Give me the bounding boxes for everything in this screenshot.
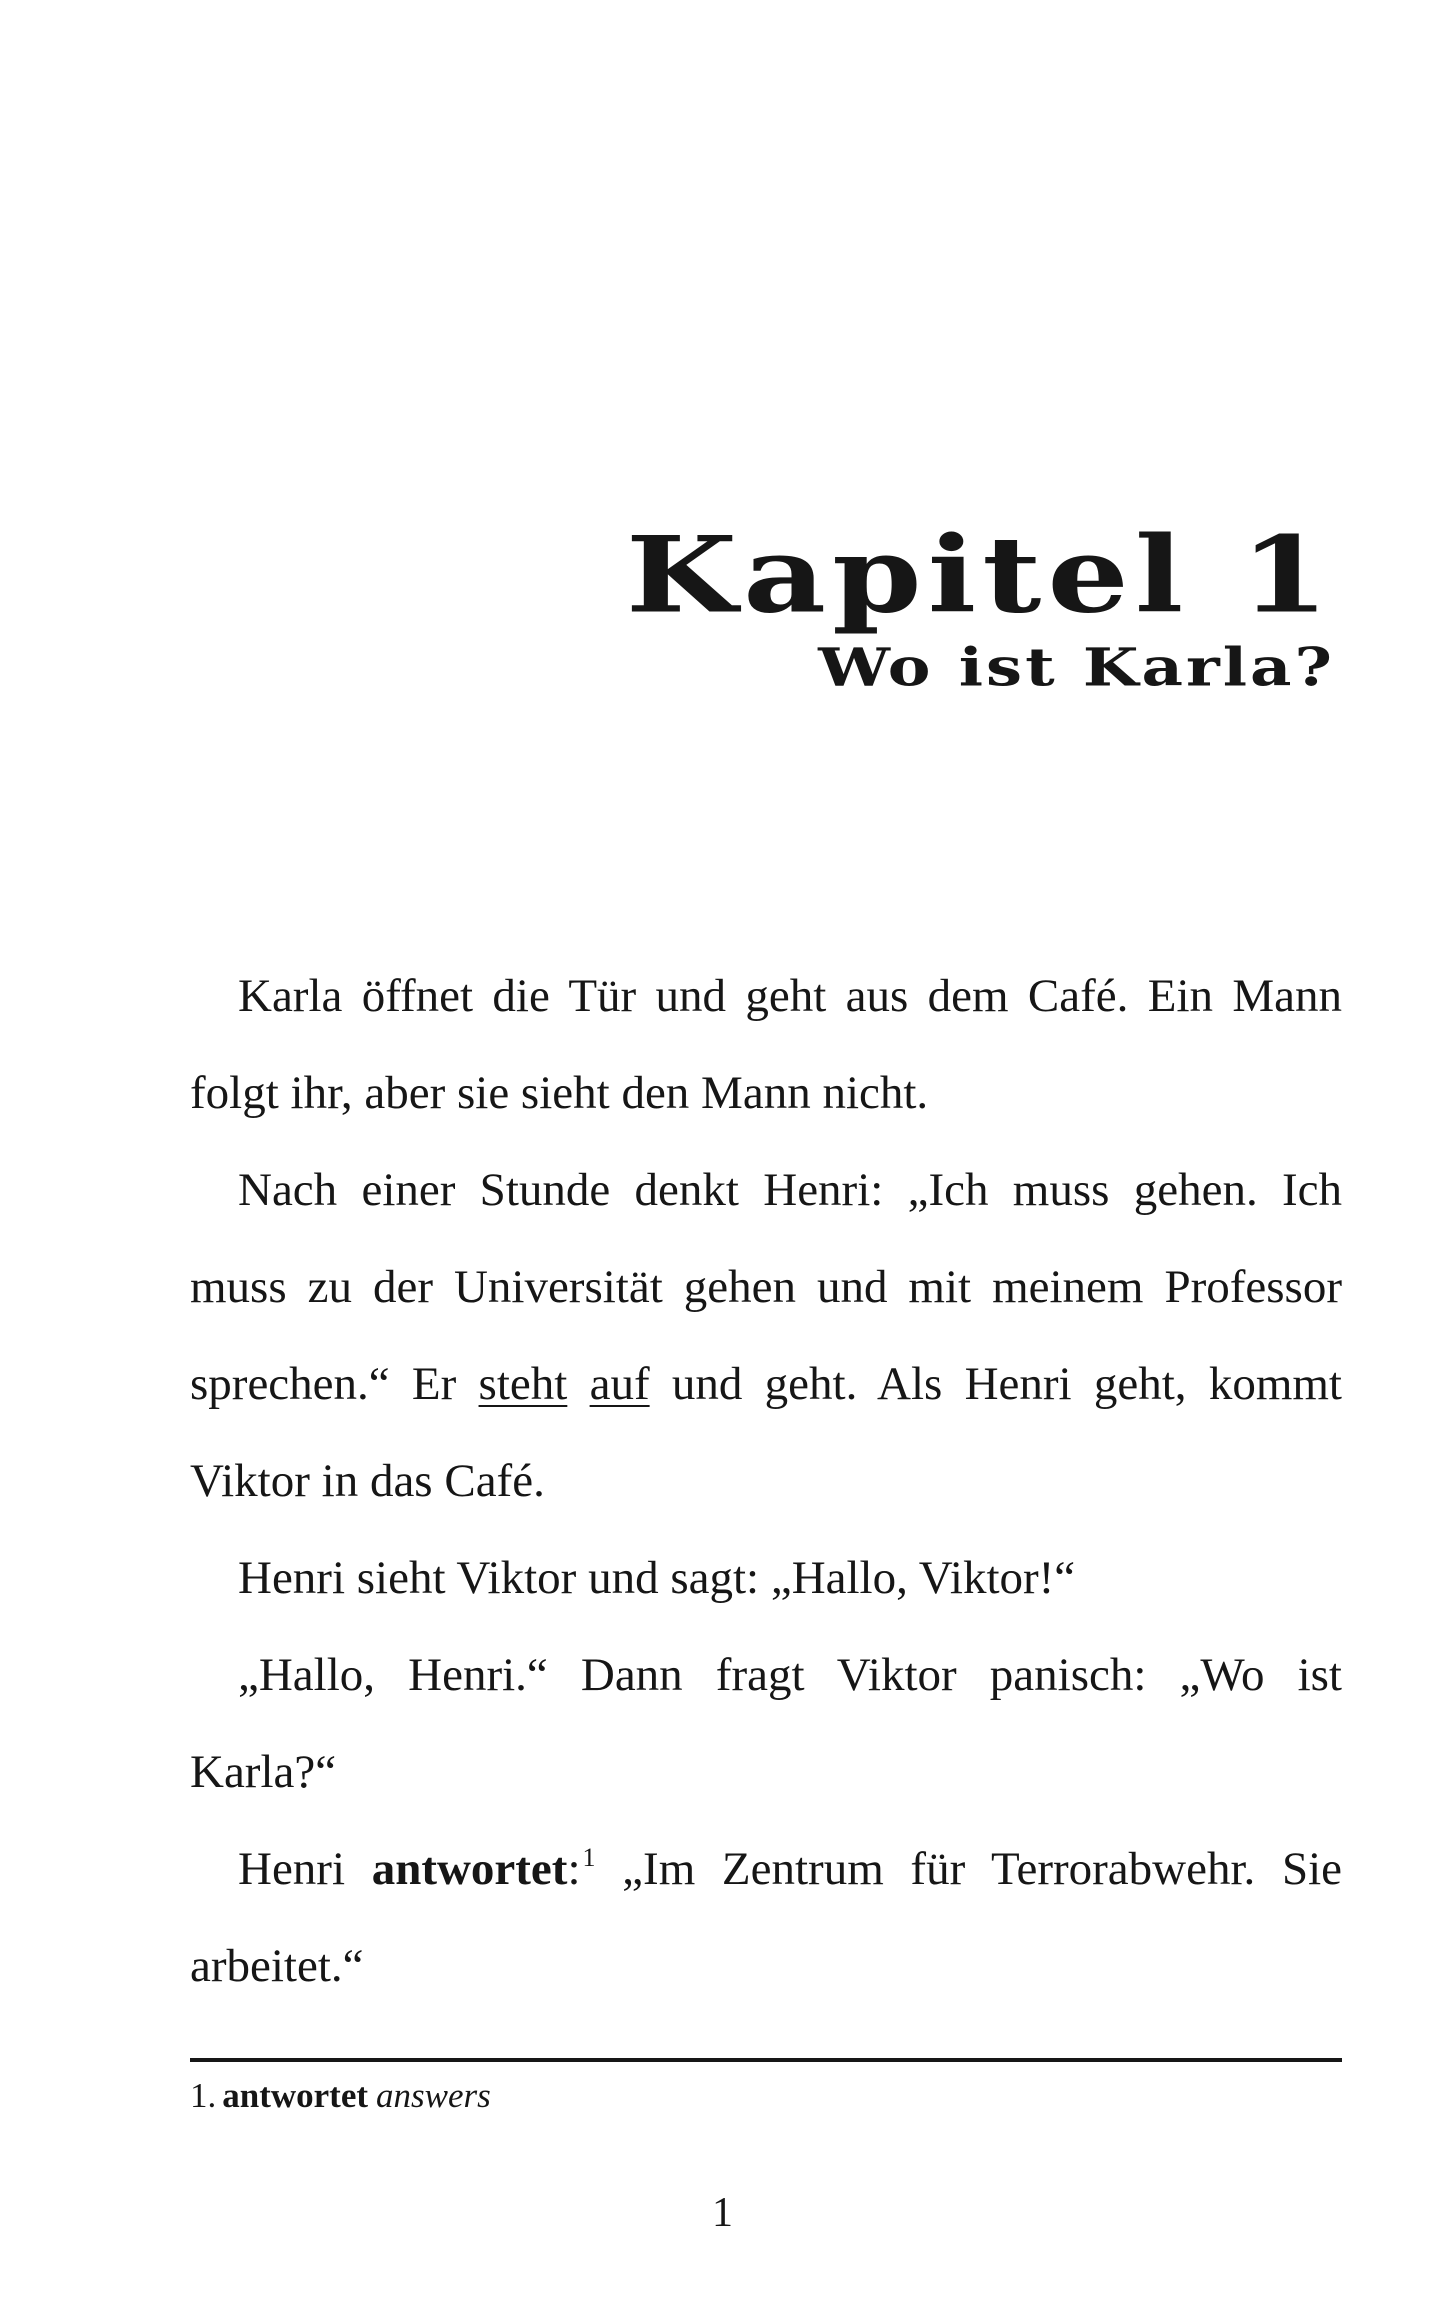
paragraph-5-end: „Im Zentrum für Terrorabwehr. Sie arbeitet.“: [190, 1843, 1342, 1992]
paragraph-3: Henri sieht Viktor und sagt: „Hallo, Viktor!“: [238, 1552, 1076, 1604]
paragraph-4: „Hallo, Henri.“ Dann fragt Viktor panisch: „Wo ist Karla?“: [190, 1649, 1342, 1798]
paragraph-2: [190, 1142, 1342, 1530]
paragraph-2-start: Nach einer Stunde denkt Henri: „Ich muss gehen. Ich muss zu der Universität gehen und mit meinem Professor sprechen.“ Er: [190, 1164, 1342, 1410]
chapter-heading: [626, 500, 1335, 706]
chapter-subtitle: Wo ist Karla?: [818, 637, 1335, 699]
glossed-word-antwortet: antwortet: [371, 1843, 568, 1895]
footnote: [190, 2072, 491, 2120]
paragraph-5-start: Henri: [238, 1843, 372, 1895]
footnote-divider: [190, 2058, 1342, 2062]
page-number: 1: [712, 2190, 733, 2236]
footnote-definition: answers: [376, 2076, 491, 2115]
footnote-number: 1.: [190, 2076, 217, 2115]
paragraph-5: [190, 1821, 1342, 2015]
paragraph-2-end: und geht. Als Henri geht, kommt Viktor in das Café.: [190, 1358, 1342, 1507]
footnote-term: antwortet: [222, 2076, 369, 2115]
body-text: [190, 948, 1342, 2015]
paragraph-5-colon: :: [567, 1843, 581, 1895]
footnote-reference: 1: [582, 1843, 596, 1872]
paragraph-1: Karla öffnet die Tür und geht aus dem Café. Ein Mann folgt ihr, aber sie sieht den Mann nicht.: [190, 970, 1342, 1119]
underlined-word-steht: steht: [478, 1358, 568, 1410]
underlined-word-auf: auf: [589, 1358, 650, 1410]
chapter-title: Kapitel 1: [625, 514, 1335, 638]
